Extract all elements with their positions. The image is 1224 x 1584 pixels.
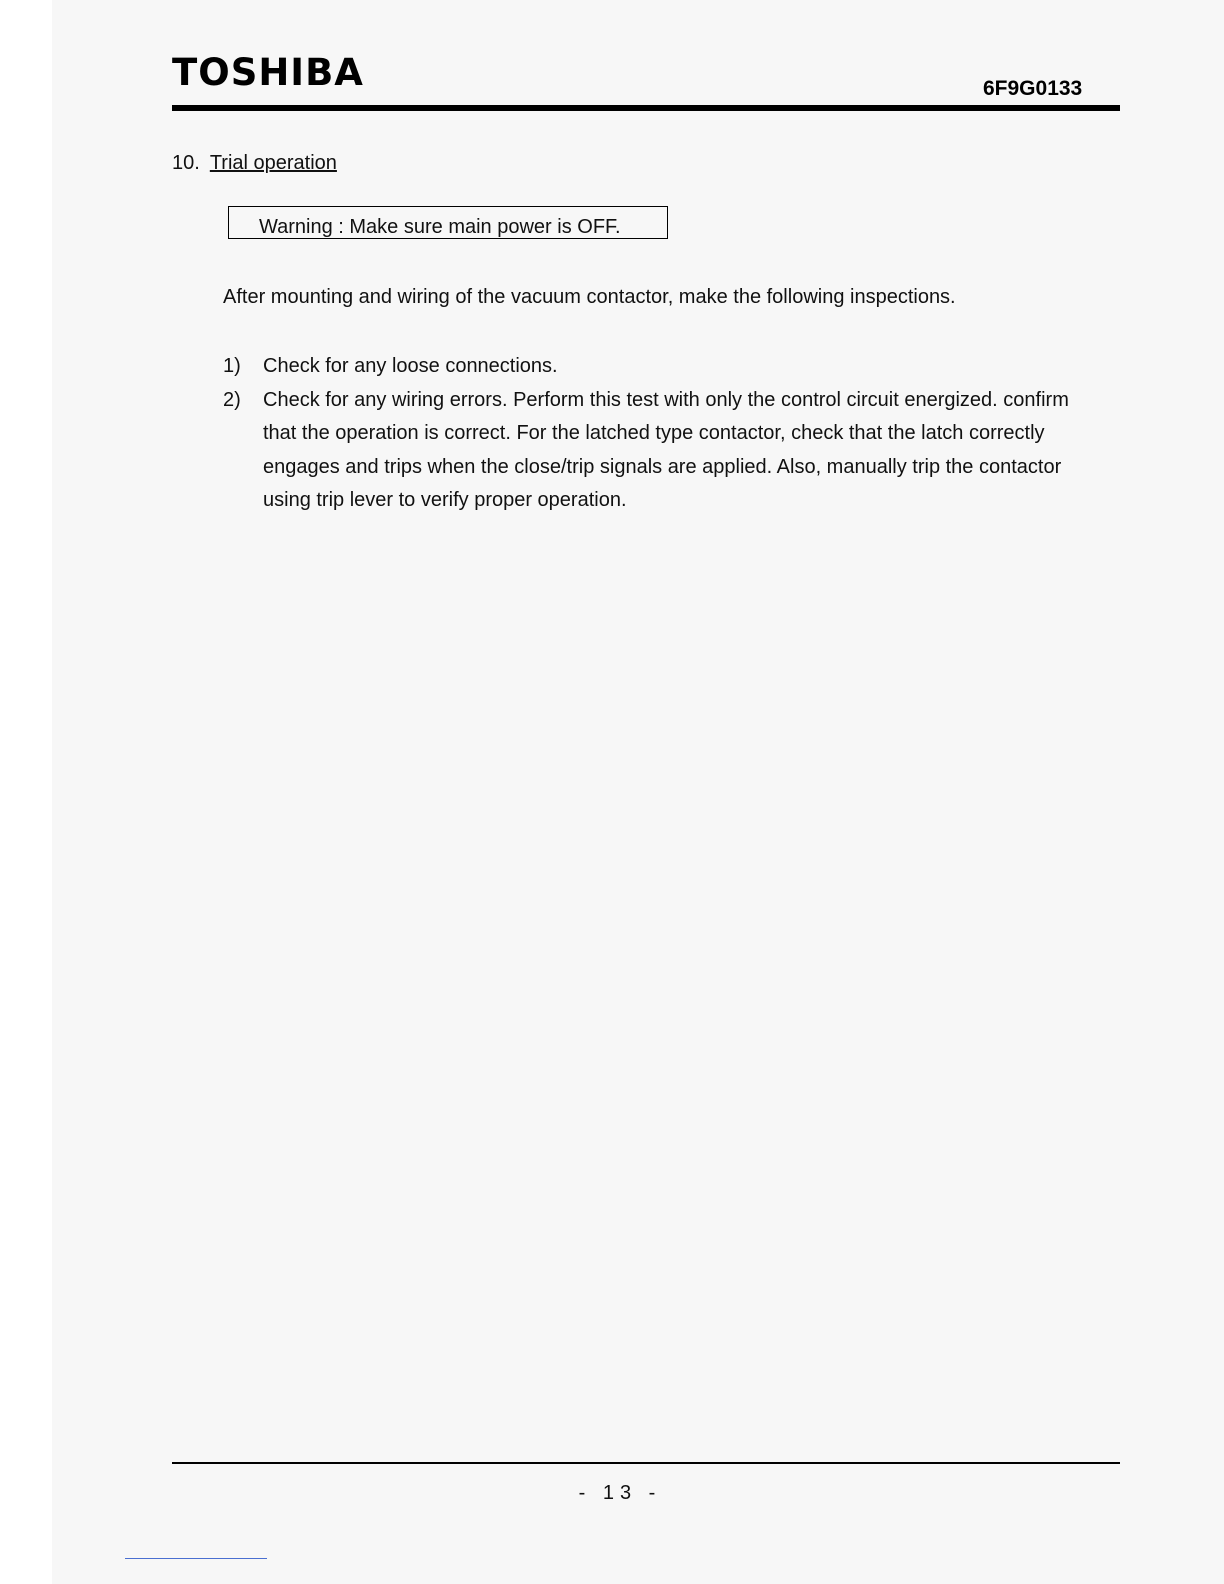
list-item-number: 1)	[223, 355, 241, 377]
warning-box	[228, 206, 668, 239]
page-number: - 13 -	[578, 1482, 662, 1504]
list-item	[223, 384, 1083, 518]
intro-paragraph: After mounting and wiring of the vacuum contactor, make the following inspections.	[223, 286, 956, 308]
header-divider	[172, 105, 1120, 111]
toshiba-logo: TOSHIBA	[172, 51, 364, 94]
list-item	[223, 350, 1083, 384]
link-underline	[125, 1558, 267, 1559]
warning-text: Warning : Make sure main power is OFF.	[259, 216, 621, 238]
footer-divider	[172, 1462, 1120, 1464]
section-heading	[172, 151, 337, 175]
page-margin	[0, 0, 52, 1584]
section-title: Trial operation	[209, 152, 337, 174]
section-number: 10.	[172, 152, 200, 174]
list-item-text: Check for any loose connections.	[263, 355, 558, 377]
document-code: 6F9G0133	[983, 77, 1083, 100]
list-item-text: Check for any wiring errors. Perform this test with only the control circuit energized. confirm that the operation is correct. For the latched type contactor, check that the latch correctly engages and trips when the close/trip signals are applied. Also, manually trip the contactor using trip lever to verify proper operation.	[263, 388, 1069, 511]
inspection-list	[223, 350, 1083, 518]
list-item-number: 2)	[223, 388, 241, 411]
